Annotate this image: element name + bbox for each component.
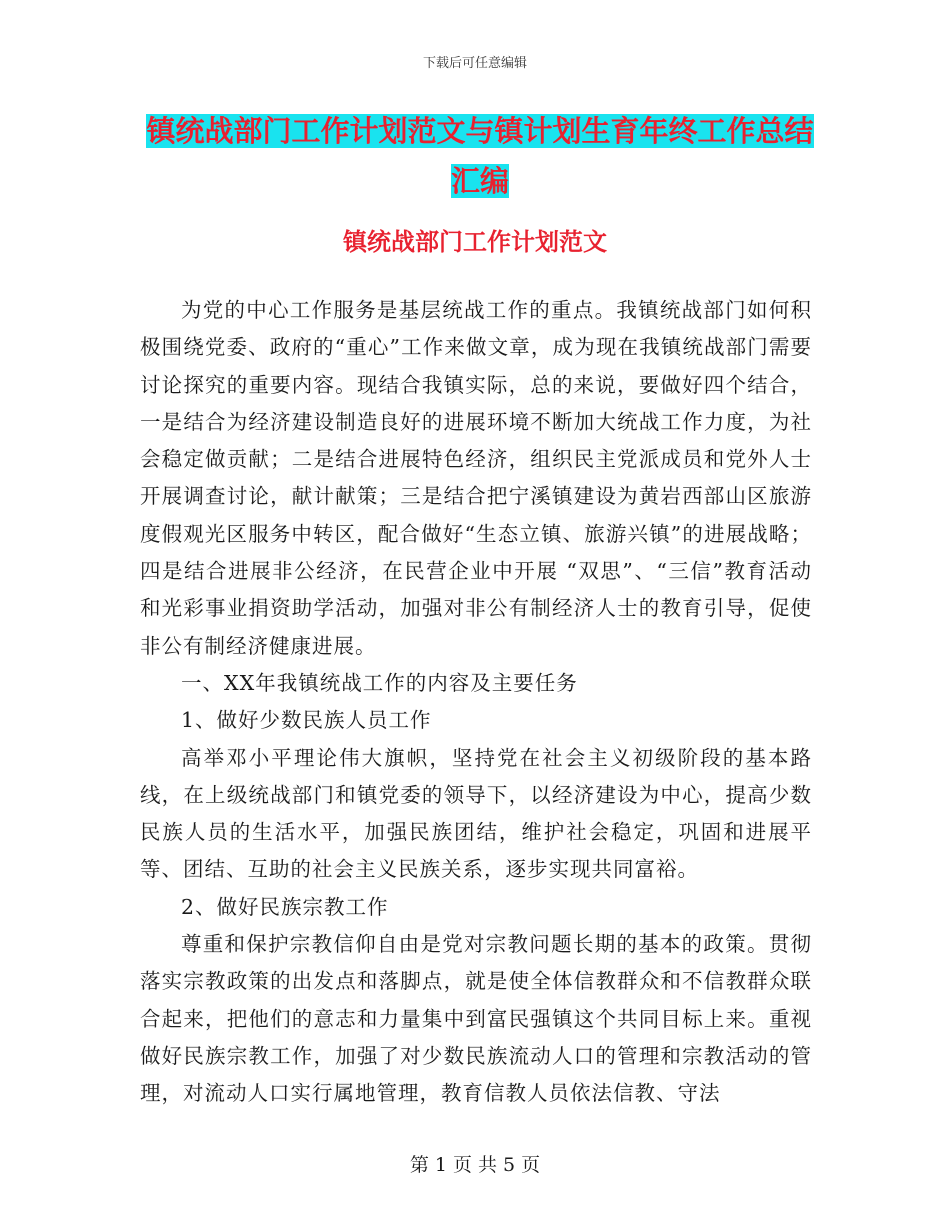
paragraph-subheading: 2、做好民族宗教工作 <box>181 894 389 919</box>
header-note: 下载后可任意编辑 <box>422 56 527 71</box>
section-heading: 镇统战部门工作计划范文 <box>343 228 607 256</box>
document-title-line1: 镇统战部门工作计划范文与镇计划生育年终工作总结 <box>146 114 814 148</box>
paragraph: 尊重和保护宗教信仰自由是党对宗教问题长期的基本的政策。贯彻落实宗教政策的出发点和落脚点，就是使全体信教群众和不信教群众联合起来，把他们的意志和力量集中到富民强镇这个共同目标上来。重视做好民族宗教工作，加强了对少数民族流动人口的管理和宗教活动的管理，对流动人口实行属地管理，教育信教人员依法信教、守法 <box>140 932 812 1106</box>
document-title-line2: 汇编 <box>450 164 509 198</box>
paragraph: 为党的中心工作服务是基层统战工作的重点。我镇统战部门如何积极围绕党委、政府的“重心”工作来做文章，成为现在我镇统战部门需要讨论探究的重要内容。现结合我镇实际，总的来说，要做好四个结合，一是结合为经济建设制造良好的进展环境不断加大统战工作力度，为社会稳定做贡献；二是结合进展特色经济，组织民主党派成员和党外人士开展调查讨论，献计献策；三是结合把宁溪镇建设为黄岩西部山区旅游度假观光区服务中转区，配合做好“生态立镇、旅游兴镇”的进展战略；四是结合进展非公经济，在民营企业中开展 “双思”、“三信”教育活动和光彩事业捐资助学活动，加强对非公有制经济人士的教育引导，促使非公有制经济健康进展。 <box>140 298 812 658</box>
document-body <box>140 292 812 1113</box>
paragraph-heading: 一、XX年我镇统战工作的内容及主要任务 <box>181 670 578 695</box>
page-footer: 第 1 页 共 5 页 <box>409 1154 541 1176</box>
paragraph: 高举邓小平理论伟大旗帜，坚持党在社会主义初级阶段的基本路线，在上级统战部门和镇党委的领导下，以经济建设为中心，提高少数民族人员的生活水平，加强民族团结，维护社会稳定，巩固和进展平等、团结、互助的社会主义民族关系，逐步实现共同富裕。 <box>140 745 812 882</box>
document-title <box>140 106 820 206</box>
paragraph-subheading: 1、做好少数民族人员工作 <box>181 708 432 733</box>
